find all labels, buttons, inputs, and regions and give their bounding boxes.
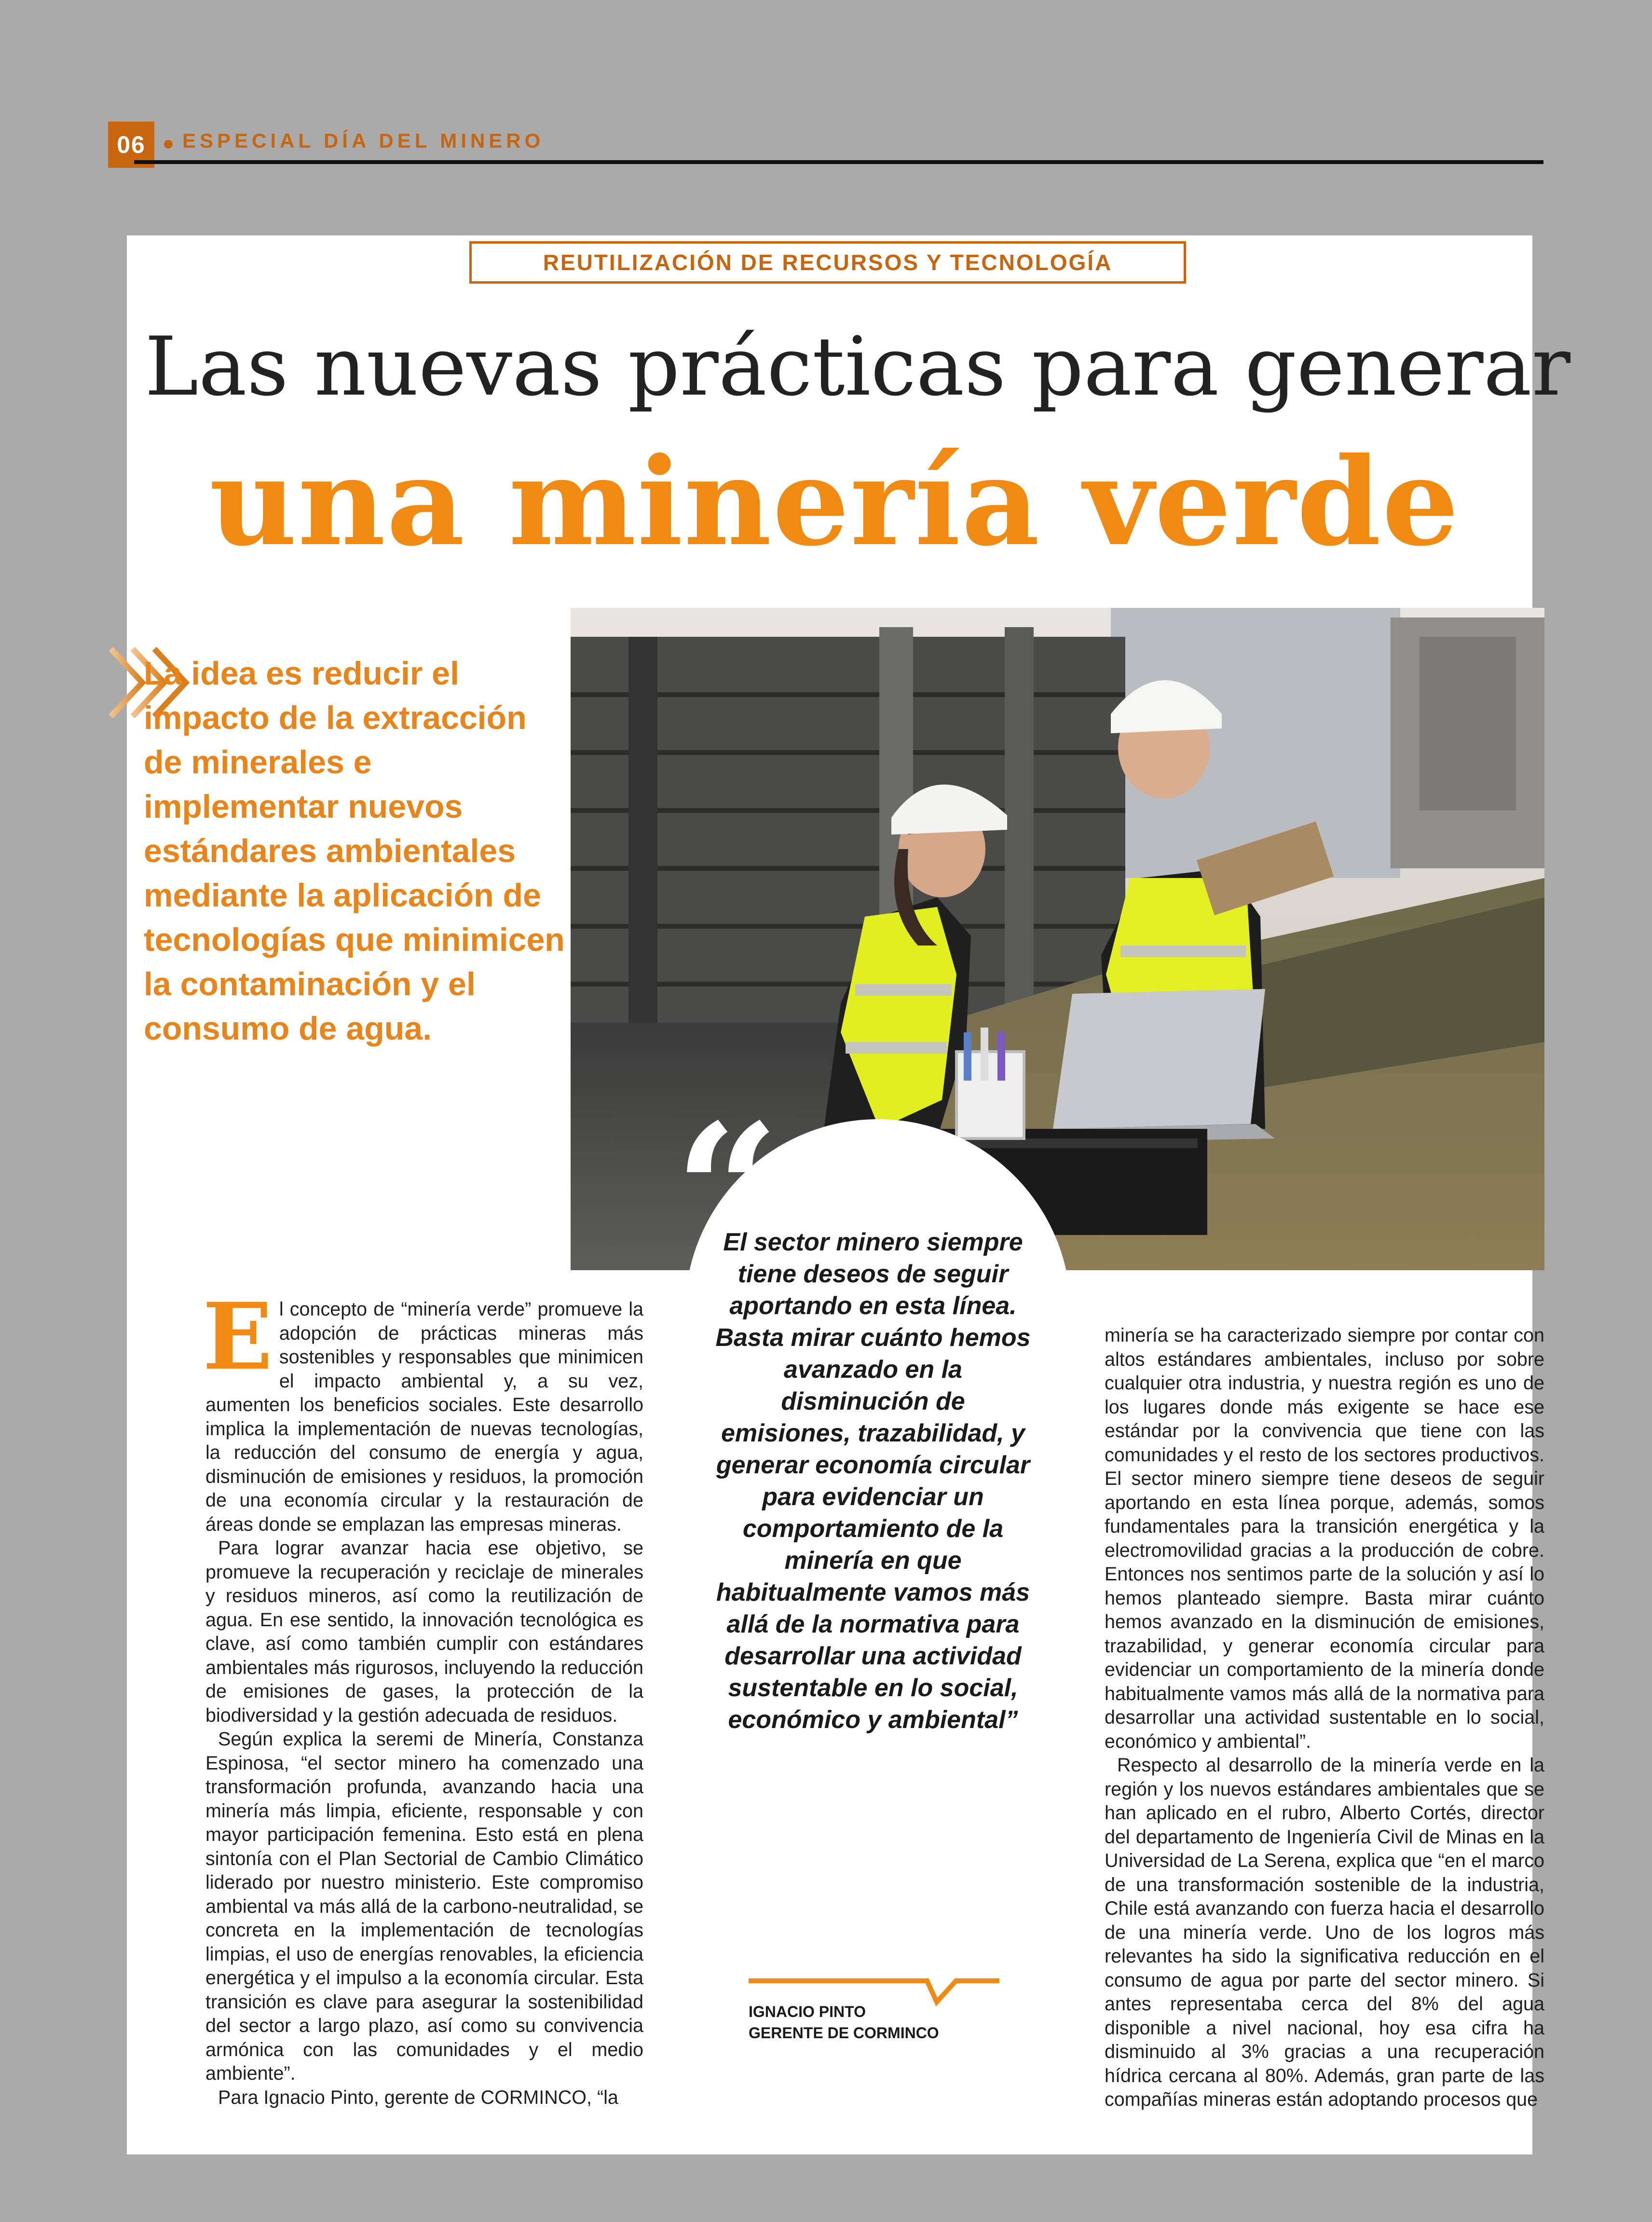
body-paragraph: Para lograr avanzar hacia ese objetivo, se promueve la recuperación y reciclaje de minerales y residuos mineros, así como la reutilización de agua. En ese sentido, la innovación tecnológica es clave, así como también cumplir con estándares ambientales más rigurosos, incluyendo la reducción de emisiones de gases, la protección de la biodiversidad y la gestión adecuada de residuos. xyxy=(205,1537,643,1726)
quote-author-role: GERENTE DE CORMINCO xyxy=(749,2024,939,2042)
drop-cap: E xyxy=(203,1283,273,1390)
body-column-left xyxy=(203,1283,643,2110)
body-paragraph: Respecto al desarrollo de la minería verde en la región y los nuevos estándares ambientales que se han aplicado en el rubro, Alberto Cortés, director del departamento de Ingeniería Civil de Minas en la Universidad de La Serena, explica que “en el marco de una transformación sostenible de la industria, Chile está avanzando con fuerza hacia el desarrollo de una minería verde. Uno de los logros más relevantes ha sido la significativa reducción en el consumo de agua por parte del sector minero. Si antes representaba cerca del 8% del agua disponible a nivel nacional, hoy esa cifra ha disminuido al 3% gracias a una recuperación hídrica cercana al 80%. Además, gran parte de las compañías mineras están adoptando procesos que xyxy=(1105,1755,1544,2110)
quote-mark: “ xyxy=(674,1084,780,1299)
header-rule xyxy=(134,160,1543,164)
page-number: 06 xyxy=(108,122,154,168)
quote-author-name: IGNACIO PINTO xyxy=(749,2003,866,2020)
section-bullet xyxy=(164,140,173,149)
body-paragraph: Para Ignacio Pinto, gerente de CORMINCO, “la xyxy=(218,2086,618,2108)
body-column-right xyxy=(1105,1324,1544,2112)
article-lead: La idea es reducir el impacto de la extracción de minerales e implementar nuevos estándares ambientales mediante la aplicación de tecnologías que minimicen la contaminación y el consumo de agua. xyxy=(144,655,565,1047)
headline-line-1: Las nuevas prácticas para generar xyxy=(145,319,1570,414)
body-paragraph: Según explica la seremi de Minería, Constanza Espinosa, “el sector minero ha comenzado una transformación profunda, avanzando hacia una minería más limpia, eficiente, responsable y con mayor participación femenina. Esto está en plena sintonía con el Plan Sectorial de Cambio Climático liderado por nuestro ministerio. Este compromiso ambiental va más allá de la carbono-neutralidad, se concreta en la implementación de tecnologías limpias, el uso de energías renovables, la eficiencia energética y el impulso a la economía circular. Esta transición es clave para asegurar la sostenibilidad del sector a largo plazo, así como su convivencia armónica con las comunidades y el medio ambiente”. xyxy=(205,1728,643,2084)
section-label: ESPECIAL DÍA DEL MINERO xyxy=(182,129,545,152)
article-kicker: REUTILIZACIÓN DE RECURSOS Y TECNOLOGÍA xyxy=(469,241,1186,284)
headline-line-2: una minería verde xyxy=(209,431,1460,573)
body-paragraph: minería se ha caracterizado siempre por contar con altos estándares ambientales, incluso por sobre cualquier otra industria, y nuestra región es uno de los lugares donde más exigente se hace ese estándar por la convivencia que tiene con las comunidades y el resto de los sectores productivos. El sector minero siempre tiene deseos de seguir aportando en esta línea porque, además, somos fundamentales para la transición energética y la electromovilidad gracias a la producción de cobre. Entonces nos sentimos parte de la solución y así lo hemos planteado siempre. Basta mirar cuánto hemos avanzado en la disminución de emisiones, trazabilidad, y generar economía circular para evidenciar un comportamiento de la minería donde habitualmente vamos más allá de la normativa para desarrollar una actividad sustentable en lo social, económico y ambiental”. xyxy=(1105,1325,1544,1752)
pull-quote: El sector minero siempre tiene deseos de seguir aportando en esta línea. Basta mirar cuánto hemos avanzado en la disminución de emisiones, trazabilidad, y generar economía circular para evidenciar un comportamiento de la minería en que habitualmente vamos más allá de la normativa para desarrollar una actividad sustentable en lo social, económico y ambiental” xyxy=(715,1228,1031,1734)
body-paragraph: l concepto de “minería verde” promueve la adopción de prácticas mineras más sostenibles y responsables que minimicen el impacto ambiental y, a su vez, aumenten los beneficios sociales. Este desarrollo implica la implementación de nuevas tecnologías, la reducción del consumo de energía y agua, disminución de emisiones y residuos, la promoción de una economía circular y la restauración de áreas donde se emplazan las empresas mineras. xyxy=(205,1299,643,1535)
